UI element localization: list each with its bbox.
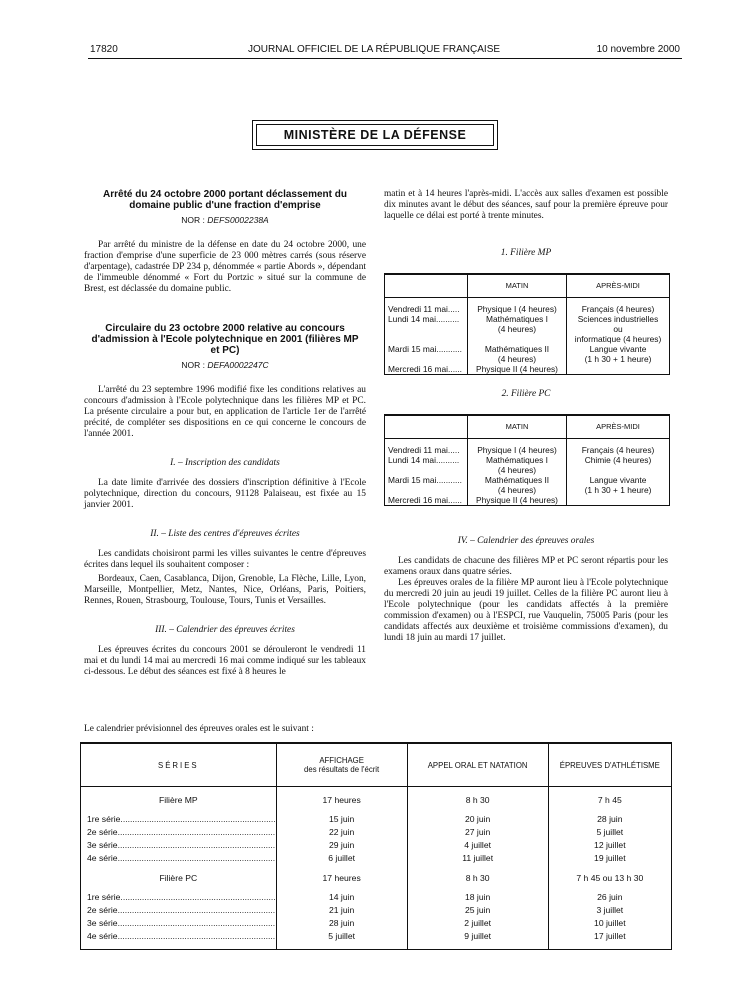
left-column	[84, 189, 366, 678]
arrete-body: Par arrêté du ministre de la défense en date du 24 octobre 2000, une fraction d'emprise d'une superficie de 23 000 mètres carrés (sous réserve d'arpentage), cadastrée DP 234 p, dénommée « partie Abords », dépendant de l'immeuble dénommé « Fort du Portzic » situé sur la commune de Brest, est déclassée du domaine public.	[84, 240, 366, 294]
mp-written-schedule	[384, 273, 670, 375]
serie-cell: 2e série..................................................................	[81, 904, 277, 917]
table-row	[385, 475, 670, 495]
nor-code: DEFS0002238A	[207, 215, 269, 225]
ministry-box	[252, 120, 498, 150]
day-cell: Vendredi 11 mai.....	[385, 445, 468, 455]
apres-midi-cell: Chimie (4 heures)	[584, 455, 652, 465]
group-name-cell: Filière PC	[81, 871, 277, 885]
section-3-body: Les épreuves écrites du concours 2001 se dérouleront le vendredi 11 mai et du lundi 14 mai au mercredi 16 mai comme indiqué sur les tableaux ci-dessous. Le début des séances est fixé à 8 heures le	[84, 645, 366, 677]
series-header: SÉRIES	[81, 743, 277, 787]
matin-cell: Mathématiques I (4 heures)	[468, 455, 567, 475]
oral-calendar-intro: Le calendrier prévisionnel des épreuves orales est le suivant :	[84, 724, 314, 734]
affichage-cell: 6 juillet	[276, 852, 407, 865]
journal-title: JOURNAL OFFICIEL DE LA RÉPUBLIQUE FRANÇAISE	[247, 44, 501, 55]
day-cell: Mercredi 16 mai......	[385, 364, 468, 375]
matin-cell: Physique II (4 heures)	[468, 495, 567, 506]
apres-midi-cell: Langue vivante (1 h 30 + 1 heure)	[584, 344, 652, 364]
matin-header: MATIN	[468, 274, 567, 298]
apres-midi-cell: Français (4 heures)	[581, 445, 655, 455]
table-row	[385, 364, 670, 375]
appel-cell: 8 h 30	[407, 871, 548, 885]
matin-cell: Physique II (4 heures)	[468, 364, 567, 375]
serie-cell: 3e série..................................................................	[81, 917, 277, 930]
table-row	[81, 826, 672, 839]
appel-header: APPEL ORAL ET NATATION	[407, 743, 548, 787]
table-row	[385, 314, 670, 344]
section-3-title: III. – Calendrier des épreuves écrites	[155, 625, 295, 635]
table-row	[81, 813, 672, 826]
serie-cell: 1re série.................................................................	[81, 891, 277, 904]
athletisme-cell: 7 h 45 ou 13 h 30	[576, 872, 644, 883]
apres-midi-cell: Français (4 heures)	[581, 304, 655, 314]
table-row	[81, 904, 672, 917]
serie-cell: 3e série..................................................................	[81, 839, 277, 852]
empty-header	[385, 274, 468, 298]
appel-cell: 2 juillet	[407, 917, 548, 930]
appel-cell: 20 juin	[407, 813, 548, 826]
serie-cell: 4e série..................................................................	[81, 930, 277, 943]
affichage-cell: 14 juin	[276, 891, 407, 904]
table-row	[81, 891, 672, 904]
arrete-title: Arrêté du 24 octobre 2000 portant déclassement du domaine public d'une fraction d'emprise	[103, 189, 347, 211]
apres-midi-cell: Sciences industrielles ou informatique (4 heures)	[574, 314, 662, 344]
empty-header	[385, 415, 468, 439]
matin-cell: Mathématiques II (4 heures)	[468, 344, 567, 364]
athletisme-cell: 26 juin	[597, 892, 623, 902]
nor-label: NOR :	[181, 215, 205, 225]
athletisme-cell: 3 juillet	[596, 905, 624, 915]
serie-cell: 4e série..................................................................	[81, 852, 277, 865]
table-row	[385, 455, 670, 475]
table-row	[81, 793, 672, 807]
day-cell: Mardi 15 mai...........	[385, 475, 468, 495]
table-row	[81, 871, 672, 885]
appel-cell: 9 juillet	[407, 930, 548, 943]
day-cell: Vendredi 11 mai.....	[385, 304, 468, 314]
right-column	[384, 189, 668, 644]
matin-cell: Physique I (4 heures)	[468, 304, 567, 314]
section-2-title: II. – Liste des centres d'épreuves écrites	[150, 529, 300, 539]
athletisme-cell: 19 juillet	[594, 853, 626, 863]
oral-calendar-table	[80, 742, 672, 950]
affichage-cell: 28 juin	[276, 917, 407, 930]
arrete-nor	[84, 215, 366, 226]
section-4-body-2: Les épreuves orales de la filière MP auront lieu à l'Ecole polytechnique du mercredi 20 juin au jeudi 19 juillet. Celles de la filière PC auront lieu à l'Ecole polytechnique (pour les candidats affectés à la première commission d'examen) ou à l'ESPCI, rue Vauquelin, 75005 Paris (pour les candidats affectés aux deuxième et troisième commissions d'examen), du lundi 18 juin au mardi 17 juillet.	[384, 578, 668, 643]
appel-cell: 25 juin	[407, 904, 548, 917]
table-row	[385, 445, 670, 455]
appel-cell: 11 juillet	[407, 852, 548, 865]
pc-table-title: 2. Filière PC	[501, 389, 551, 399]
athletisme-cell: 17 juillet	[594, 931, 626, 941]
appel-cell: 8 h 30	[407, 793, 548, 807]
mp-table-title: 1. Filière MP	[500, 248, 552, 258]
circulaire-intro: L'arrêté du 23 septembre 1996 modifié fixe les conditions relatives au concours d'admission à l'Ecole polytechnique dans les filières MP et PC. La présente circulaire a pour but, en application de l'article 1er de l'arrêté précité, de compléter ses dispositions en ce qui concerne le concours de l'année 2001.	[84, 385, 366, 439]
section-2-body-1: Les candidats choisiront parmi les villes suivantes le centre d'épreuves écrites dans lequel ils souhaitent composer :	[84, 549, 366, 570]
nor-code: DEFA0002247C	[207, 360, 269, 370]
apres-midi-header: APRÈS-MIDI	[567, 415, 670, 439]
affichage-cell: 17 heures	[276, 871, 407, 885]
athletisme-cell: 7 h 45	[597, 794, 622, 805]
apres-midi-cell	[567, 364, 670, 375]
affichage-cell: 21 juin	[276, 904, 407, 917]
pc-written-schedule	[384, 414, 670, 506]
ministry-title: MINISTÈRE DE LA DÉFENSE	[256, 124, 494, 146]
table-row	[81, 930, 672, 943]
apres-midi-cell: Langue vivante (1 h 30 + 1 heure)	[584, 475, 652, 495]
matin-header: MATIN	[468, 415, 567, 439]
issue-date: 10 novembre 2000	[596, 44, 680, 55]
affichage-cell: 17 heures	[276, 793, 407, 807]
affichage-header: AFFICHAGE des résultats de l'écrit	[276, 743, 407, 787]
table-row	[385, 495, 670, 506]
day-cell: Lundi 14 mai..........	[385, 314, 468, 344]
athletisme-header: ÉPREUVES D'ATHLÉTISME	[548, 743, 671, 787]
serie-cell: 2e série..................................................................	[81, 826, 277, 839]
day-cell: Mardi 15 mai...........	[385, 344, 468, 364]
matin-cell: Mathématiques I (4 heures)	[468, 314, 567, 344]
table-row	[81, 839, 672, 852]
day-cell: Lundi 14 mai..........	[385, 455, 468, 475]
section-4-body-1: Les candidats de chacune des filières MP et PC seront répartis pour les examens oraux dans quatre séries.	[384, 556, 668, 577]
athletisme-cell: 5 juillet	[596, 827, 624, 837]
affichage-cell: 5 juillet	[276, 930, 407, 943]
circulaire-nor	[84, 360, 366, 371]
apres-midi-header: APRÈS-MIDI	[567, 274, 670, 298]
athletisme-cell: 10 juillet	[594, 918, 626, 928]
affichage-cell: 22 juin	[276, 826, 407, 839]
matin-cell: Physique I (4 heures)	[468, 445, 567, 455]
matin-cell: Mathématiques II (4 heures)	[468, 475, 567, 495]
serie-cell: 1re série.................................................................	[81, 813, 277, 826]
circulaire-title: Circulaire du 23 octobre 2000 relative au concours d'admission à l'Ecole polytechnique en 2001 (filières MP et PC)	[91, 323, 359, 356]
nor-label: NOR :	[181, 360, 205, 370]
table-row	[385, 304, 670, 314]
section-3-continued: matin et à 14 heures l'après-midi. L'accès aux salles d'examen est possible dix minutes avant le début des séances, sauf pour la première épreuve pour laquelle ce délai est porté à trente minutes.	[384, 189, 668, 221]
group-name-cell: Filière MP	[81, 793, 277, 807]
athletisme-cell: 12 juillet	[594, 840, 626, 850]
table-row	[81, 917, 672, 930]
appel-cell: 27 juin	[407, 826, 548, 839]
athletisme-cell: 28 juin	[597, 814, 623, 824]
section-2-body-2: Bordeaux, Caen, Casablanca, Dijon, Grenoble, La Flèche, Lille, Lyon, Marseille, Montpellier, Metz, Nantes, Nice, Orléans, Paris, Poitiers, Rennes, Rouen, Strasbourg, Toulouse, Tours, Tunis et Versailles.	[84, 574, 366, 606]
day-cell: Mercredi 16 mai......	[385, 495, 468, 506]
affichage-cell: 29 juin	[276, 839, 407, 852]
apres-midi-cell	[567, 495, 670, 506]
section-4-title: IV. – Calendrier des épreuves orales	[457, 536, 595, 546]
appel-cell: 4 juillet	[407, 839, 548, 852]
table-row	[81, 852, 672, 865]
table-row	[385, 344, 670, 364]
section-1-title: I. – Inscription des candidats	[170, 458, 280, 468]
affichage-cell: 15 juin	[276, 813, 407, 826]
page-number: 17820	[90, 44, 118, 55]
appel-cell: 18 juin	[407, 891, 548, 904]
section-1-body: La date limite d'arrivée des dossiers d'inscription définitive à l'Ecole polytechnique, direction du concours, 91128 Palaiseau, est fixée au 15 janvier 2001.	[84, 478, 366, 510]
header-rule	[88, 58, 682, 59]
